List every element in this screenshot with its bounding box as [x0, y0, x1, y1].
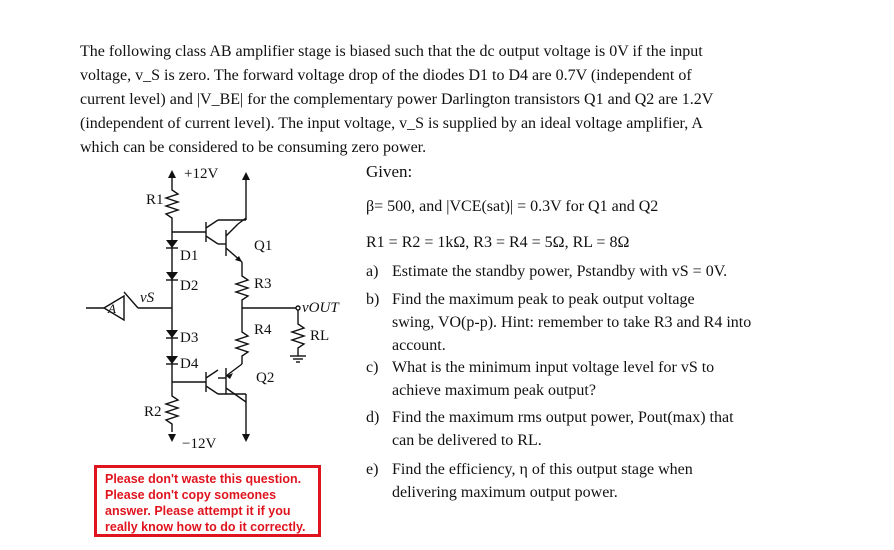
question-d-text-2: can be delivered to RL. [392, 432, 542, 449]
intro-line-4: (independent of current level). The input voltage, v_S is supplied by an ideal voltage amplifier, A [80, 115, 703, 132]
question-b [366, 288, 786, 357]
question-e [366, 458, 786, 504]
question-d [366, 406, 786, 452]
vcc-label: +12V [184, 166, 219, 182]
question-e-label: e) [366, 461, 379, 478]
question-b-text-1: Find the maximum peak to peak output voltage [392, 291, 695, 308]
vs-label: vS [140, 290, 155, 306]
intro-line-3: current level) and |V_BE| for the complementary power Darlington transistors Q1 and Q2 are 1.2V [80, 91, 714, 108]
q1-label: Q1 [254, 238, 273, 254]
question-e-text-1: Find the efficiency, η of this output stage when [392, 461, 693, 478]
question-a-text: Estimate the standby power, Pstandby with vS = 0V. [392, 263, 728, 280]
circuit-diagram [78, 160, 368, 460]
problem-statement [80, 40, 780, 160]
vout-label: vOUT [302, 300, 339, 316]
intro-line-5: which can be considered to be consuming zero power. [80, 139, 427, 156]
r2-label: R2 [144, 404, 162, 420]
question-e-text-2: delivering maximum output power. [392, 484, 618, 501]
question-c-label: c) [366, 359, 379, 376]
note-line-2: Please don't copy someones [105, 488, 277, 502]
question-b-text-3: account. [392, 337, 446, 354]
question-c-text-1: What is the minimum input voltage level for vS to [392, 359, 715, 376]
question-c [366, 356, 786, 402]
question-b-label: b) [366, 291, 380, 308]
note-line-4: really know how to do it correctly. [105, 520, 306, 534]
question-d-label: d) [366, 409, 380, 426]
intro-line-2: voltage, v_S is zero. The forward voltage drop of the diodes D1 to D4 are 0.7V (independent of [80, 67, 692, 84]
q2-label: Q2 [256, 370, 275, 386]
question-a-label: a) [366, 263, 379, 280]
question-c-text-2: achieve maximum peak output? [392, 382, 596, 399]
d2-label: D2 [180, 278, 199, 294]
question-b-text-2: swing, VO(p-p). Hint: remember to take R3 and R4 into [392, 314, 752, 331]
given-beta-line: β= 500, and |VCE(sat)| = 0.3V for Q1 and Q2 [366, 198, 659, 215]
r1-label: R1 [146, 192, 164, 208]
note-line-3: answer. Please attempt it if you [105, 504, 291, 518]
rl-label: RL [310, 328, 330, 344]
r3-label: R3 [254, 276, 272, 292]
vee-label: −12V [182, 436, 217, 452]
question-d-text-1: Find the maximum rms output power, Pout(max) that [392, 409, 734, 426]
d3-label: D3 [180, 330, 199, 346]
amplifier-label: A [108, 301, 116, 316]
d4-label: D4 [180, 356, 199, 372]
request-note [94, 465, 321, 537]
note-line-1: Please don't waste this question. [105, 472, 302, 486]
d1-label: D1 [180, 248, 199, 264]
given-title: Given: [366, 162, 413, 181]
r4-label: R4 [254, 322, 272, 338]
given-resistor-line: R1 = R2 = 1kΩ, R3 = R4 = 5Ω, RL = 8Ω [366, 234, 630, 251]
question-a [366, 260, 786, 283]
intro-line-1: The following class AB amplifier stage is biased such that the dc output voltage is 0V if the input [80, 43, 703, 60]
